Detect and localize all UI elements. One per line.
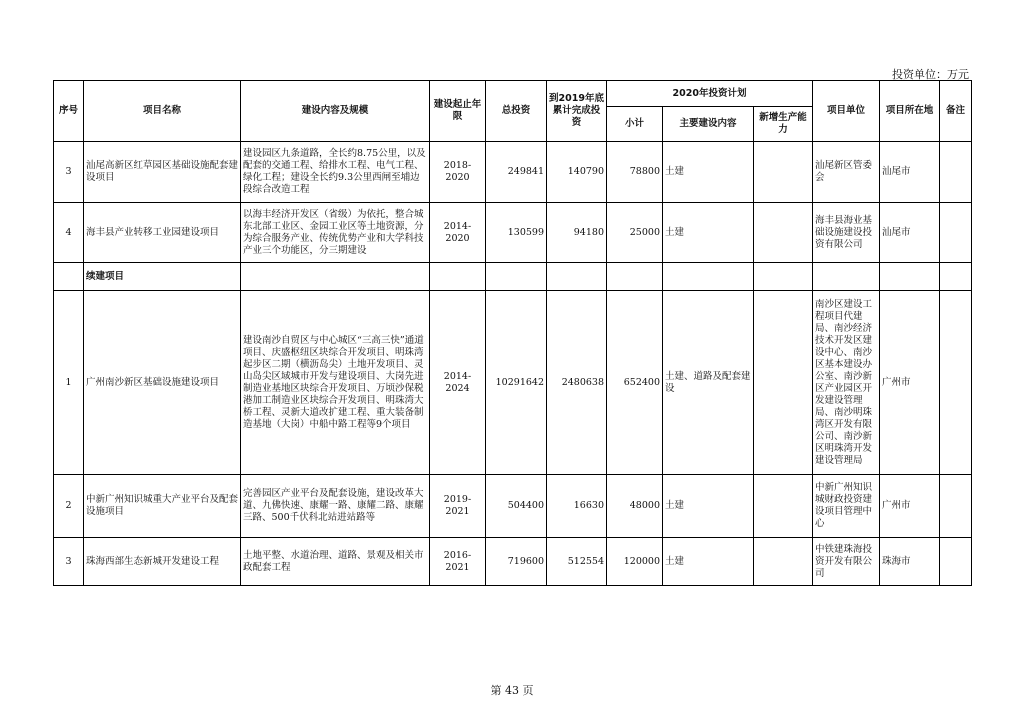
cell-unit: 汕尾新区管委会 [813, 142, 880, 203]
cell-total: 249841 [486, 142, 547, 203]
cell-name: 海丰县产业转移工业园建设项目 [84, 203, 241, 263]
cell-main-content: 土建、道路及配套建设 [663, 291, 754, 475]
section-row [54, 263, 972, 291]
cell-seq: 2 [54, 475, 84, 538]
cell-remark [940, 142, 972, 203]
table-row [54, 203, 972, 263]
table-row [54, 142, 972, 203]
cell-subtotal: 652400 [607, 291, 663, 475]
cell-subtotal: 120000 [607, 538, 663, 586]
header-main-content: 主要建设内容 [663, 107, 754, 142]
cell-period: 2019-2021 [430, 475, 486, 538]
header-total: 总投资 [486, 81, 547, 142]
cell-name: 珠海西部生态新城开发建设工程 [84, 538, 241, 586]
cell-period: 2014-2024 [430, 291, 486, 475]
header-period: 建设起止年限 [430, 81, 486, 142]
cell-new-capacity [754, 538, 813, 586]
section-label: 续建项目 [84, 263, 241, 291]
header-new-capacity: 新增生产能力 [754, 107, 813, 142]
cell-cumulative: 512554 [547, 538, 607, 586]
header-location: 项目所在地 [880, 81, 940, 142]
cell-location: 广州市 [880, 291, 940, 475]
investment-unit-note: 投资单位：万元 [892, 68, 969, 81]
header-row-1 [54, 81, 972, 107]
cell-content: 土地平整、水道治理、道路、景观及相关市政配套工程 [241, 538, 430, 586]
cell-cumulative: 16630 [547, 475, 607, 538]
table-row [54, 538, 972, 586]
cell-name: 汕尾高新区红草园区基础设施配套建设项目 [84, 142, 241, 203]
cell-new-capacity [754, 475, 813, 538]
cell-new-capacity [754, 291, 813, 475]
cell-main-content: 土建 [663, 475, 754, 538]
investment-plan-table [53, 80, 972, 586]
header-plan2020: 2020年投资计划 [607, 81, 813, 107]
cell-main-content: 土建 [663, 203, 754, 263]
cell-subtotal: 78800 [607, 142, 663, 203]
cell-cumulative: 140790 [547, 142, 607, 203]
cell-unit: 海丰县海业基础设施建设投资有限公司 [813, 203, 880, 263]
cell-new-capacity [754, 142, 813, 203]
cell-content: 建设南沙自贸区与中心城区“三高三快”通道项目、庆盛枢纽区块综合开发项目、明珠湾起步区二期（横沥岛尖）土地开发项目、灵山岛尖区域城市开发与建设项目、大岗先进制造业基地区块综合开发项目、万顷沙保税港加工制造业区块综合开发项目、明珠湾大桥工程、灵新大道改扩建工程、重大装备制造基地（大岗）中船中路工程等9个项目 [241, 291, 430, 475]
cell-content: 建设园区九条道路，全长约8.75公里，以及配套的交通工程、给排水工程、电气工程、绿化工程；建设全长约9.3公里西闸至埔边段综合改造工程 [241, 142, 430, 203]
cell-remark [940, 475, 972, 538]
cell-name: 广州南沙新区基础设施建设项目 [84, 291, 241, 475]
header-subtotal: 小计 [607, 107, 663, 142]
cell-total: 504400 [486, 475, 547, 538]
cell-cumulative: 94180 [547, 203, 607, 263]
cell-unit: 中新广州知识城财政投资建设项目管理中心 [813, 475, 880, 538]
table-row [54, 291, 972, 475]
cell-period: 2016-2021 [430, 538, 486, 586]
cell-subtotal: 25000 [607, 203, 663, 263]
header-cumulative: 到2019年底累计完成投资 [547, 81, 607, 142]
cell-seq: 1 [54, 291, 84, 475]
table-row [54, 475, 972, 538]
cell-main-content: 土建 [663, 142, 754, 203]
header-name: 项目名称 [84, 81, 241, 142]
header-content: 建设内容及规模 [241, 81, 430, 142]
cell-remark [940, 291, 972, 475]
cell-unit: 中铁建珠海投资开发有限公司 [813, 538, 880, 586]
cell-remark [940, 203, 972, 263]
cell-cumulative: 2480638 [547, 291, 607, 475]
cell-new-capacity [754, 203, 813, 263]
cell-total: 130599 [486, 203, 547, 263]
cell-remark [940, 538, 972, 586]
cell-total: 10291642 [486, 291, 547, 475]
cell-period: 2014-2020 [430, 203, 486, 263]
cell-seq: 3 [54, 538, 84, 586]
cell-content: 完善园区产业平台及配套设施，建设改革大道、九佛快速、康耀一路、康耀二路、康耀三路、500千伏科北站进站路等 [241, 475, 430, 538]
header-remark: 备注 [940, 81, 972, 142]
section-seq-cell [54, 263, 84, 291]
header-seq: 序号 [54, 81, 84, 142]
cell-subtotal: 48000 [607, 475, 663, 538]
cell-seq: 4 [54, 203, 84, 263]
cell-location: 汕尾市 [880, 203, 940, 263]
cell-location: 珠海市 [880, 538, 940, 586]
cell-location: 广州市 [880, 475, 940, 538]
cell-total: 719600 [486, 538, 547, 586]
cell-location: 汕尾市 [880, 142, 940, 203]
cell-unit: 南沙区建设工程项目代建局、南沙经济技术开发区建设中心、南沙区基本建设办公室、南沙新区产业园区开发建设管理局、南沙明珠湾区开发有限公司、南沙新区明珠湾开发建设管理局 [813, 291, 880, 475]
cell-name: 中新广州知识城重大产业平台及配套设施项目 [84, 475, 241, 538]
cell-seq: 3 [54, 142, 84, 203]
page-number: 第 43 页 [490, 684, 534, 697]
header-unit: 项目单位 [813, 81, 880, 142]
cell-period: 2018-2020 [430, 142, 486, 203]
cell-main-content: 土建 [663, 538, 754, 586]
cell-content: 以海丰经济开发区（省级）为依托，整合城东北部工业区、金园工业区等土地资源，分为综合服务产业、传统优势产业和大学科技产业三个功能区，分三期建设 [241, 203, 430, 263]
